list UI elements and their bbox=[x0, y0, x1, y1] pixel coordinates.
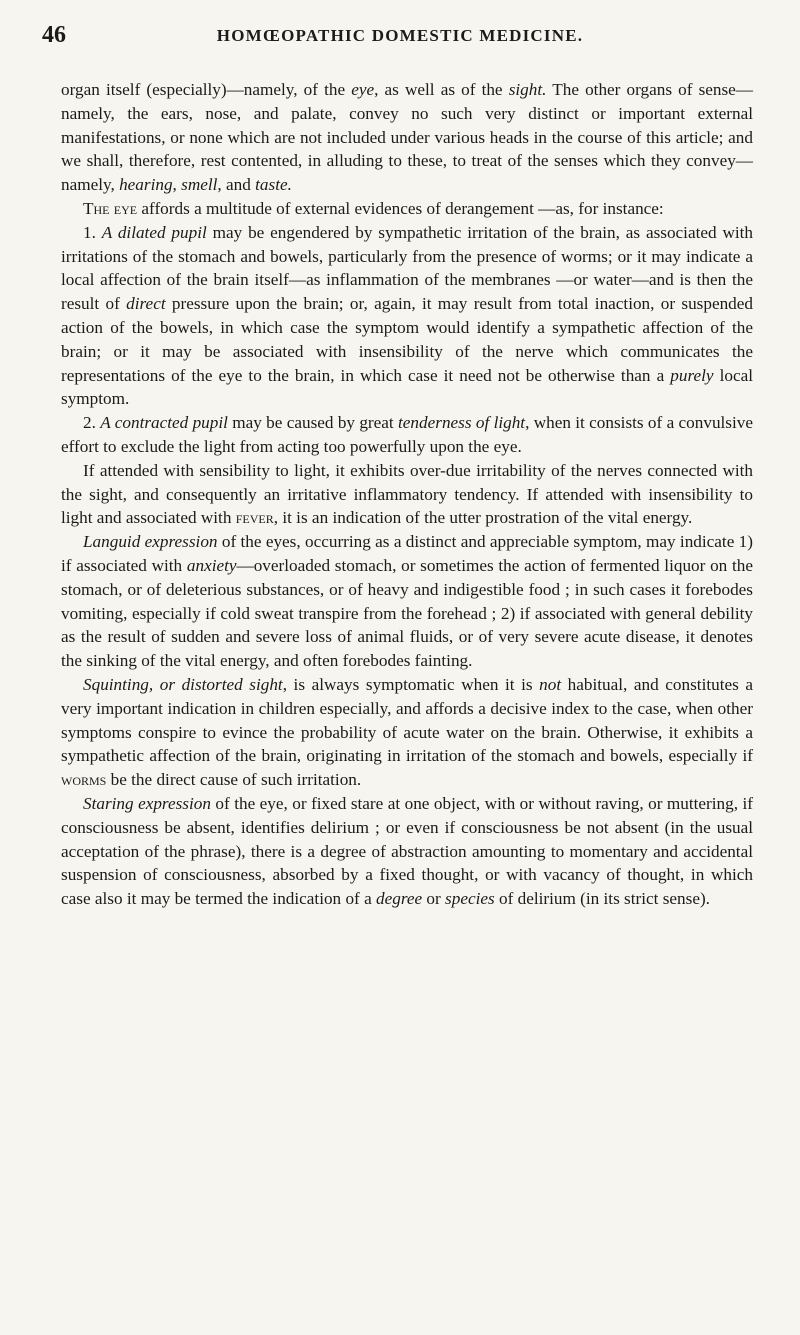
italic-text: anxiety bbox=[186, 555, 237, 575]
text-run: habitual, and constitutes a very important indication in children especially, and affords a decisive index to the case, when other symptoms conspire to evince the probability of acute water on the brain. Otherwise, it exhibits a sympathetic affection of the brain, originating in irritation of the stomach and bowels, especially if bbox=[61, 674, 753, 766]
text-run: organ itself (especially)—namely, of the bbox=[61, 80, 352, 99]
text-run: , is always symptomatic when it is bbox=[282, 674, 540, 694]
page-number: 46 bbox=[42, 22, 66, 48]
italic-text: species bbox=[445, 889, 495, 909]
italic-text: A contracted pupil bbox=[100, 413, 228, 433]
italic-text: purely bbox=[670, 365, 714, 385]
paragraph bbox=[61, 197, 753, 221]
text-run: affords a multitude of external evidences of derangement —as, for instance: bbox=[137, 198, 664, 218]
text-run: pressure upon the brain; or, again, it may result from total inaction, or suspended action of the bowels, in which case the symptom would identify a sympathetic affection of the brain; or it may be associated with insensibility of the nerve which communicates the representations of the eye to the brain, in which case it need not be otherwise than a bbox=[61, 294, 753, 385]
paragraph bbox=[61, 530, 753, 673]
text-run: may be engendered by sympathetic irritation of the brain, as associated with irritations of the stomach and bowels, particularly from the presence of worms; or it may indicate a local affection of the brain itself—as inflammation of the membranes —or water—and is then the result of bbox=[61, 222, 753, 314]
italic-text: tenderness of light bbox=[398, 413, 526, 433]
small-caps-text: The eye bbox=[83, 198, 138, 218]
paragraph bbox=[61, 792, 753, 911]
italic-text: Languid expression bbox=[83, 532, 218, 552]
text-run: of the eye, or fixed stare at one object, with or without raving, or muttering, if consciousness be absent, identifies delirium ; or even if consciousness be not absent (in the usual acceptation of the phrase), there is a degree of abstraction amounting to momentary and accidental suspension of consciousness, absorbed by a fixed thought, or with vacancy of thought, in which case also it may be termed the indication of a bbox=[61, 793, 754, 909]
paragraph bbox=[61, 78, 753, 197]
text-run: be the direct cause of such irritation. bbox=[106, 770, 362, 790]
text-run: The other organs of sense—namely, the ears, nose, and palate, convey no such very distinct or important external manifestations, or none which are not included under various heads in the course of this article; and we shall, therefore, rest contented, in alluding to these, to treat of the senses which they convey—namely, bbox=[61, 80, 753, 195]
italic-text: not bbox=[539, 674, 562, 694]
italic-text: smell bbox=[181, 175, 218, 195]
text-run: , it is an indication of the utter prostration of the vital energy. bbox=[273, 508, 693, 528]
italic-text: eye bbox=[351, 80, 375, 99]
text-run: , bbox=[172, 175, 182, 195]
paragraph bbox=[61, 221, 753, 411]
page-header bbox=[0, 20, 800, 52]
small-caps-text: worms bbox=[61, 770, 107, 790]
paragraph bbox=[61, 459, 753, 530]
italic-text: direct bbox=[126, 294, 166, 314]
text-run: of the eyes, occurring as a distinct and appreciable symptom, may indicate 1) if associated with bbox=[61, 532, 753, 575]
italic-text: A dilated pupil bbox=[101, 222, 207, 242]
text-run: or bbox=[422, 889, 446, 909]
text-run: local symptom. bbox=[61, 365, 754, 409]
text-run: , when it consists of a convulsive effort to exclude the light from acting too powerfully upon the eye. bbox=[61, 413, 753, 456]
italic-text: hearing bbox=[119, 175, 173, 195]
italic-text: degree bbox=[376, 889, 423, 909]
italic-text: sight. bbox=[508, 80, 547, 99]
text-run: 1. bbox=[83, 222, 102, 242]
italic-text: Staring expression bbox=[83, 793, 211, 813]
small-caps-text: fever bbox=[235, 508, 274, 528]
paragraph bbox=[61, 411, 753, 459]
body-text bbox=[61, 78, 753, 911]
text-run: 2. bbox=[83, 413, 101, 433]
text-run: —overloaded stomach, or sometimes the action of fermented liquor on the stomach, or of deleterious substances, or of heavy and indigestible food ; in such cases it forebodes vomiting, especially if cold sweat transpire from the forehead ; 2) if associated with general debility as the result of sudden and severe loss of animal fluids, or of very severe acute disease, it denotes the sinking of the vital energy, and often forebodes fainting. bbox=[61, 555, 754, 671]
text-run: may be caused by great bbox=[227, 413, 399, 433]
text-run: , as well as of the bbox=[374, 80, 509, 99]
italic-text: Squinting, or distorted sight bbox=[83, 674, 283, 694]
text-run: If attended with sensibility to light, it exhibits over-due irritability of the nerves connected with the sight, and consequently an irritative inflammatory tendency. If attended with insensibility to light and associated with bbox=[61, 460, 753, 528]
italic-text: taste. bbox=[255, 175, 292, 195]
text-run: of delirium (in its strict sense). bbox=[494, 889, 710, 909]
running-title: HOMŒOPATHIC DOMESTIC MEDICINE. bbox=[216, 26, 584, 45]
text-run: , and bbox=[217, 175, 256, 195]
paragraph bbox=[61, 673, 753, 792]
